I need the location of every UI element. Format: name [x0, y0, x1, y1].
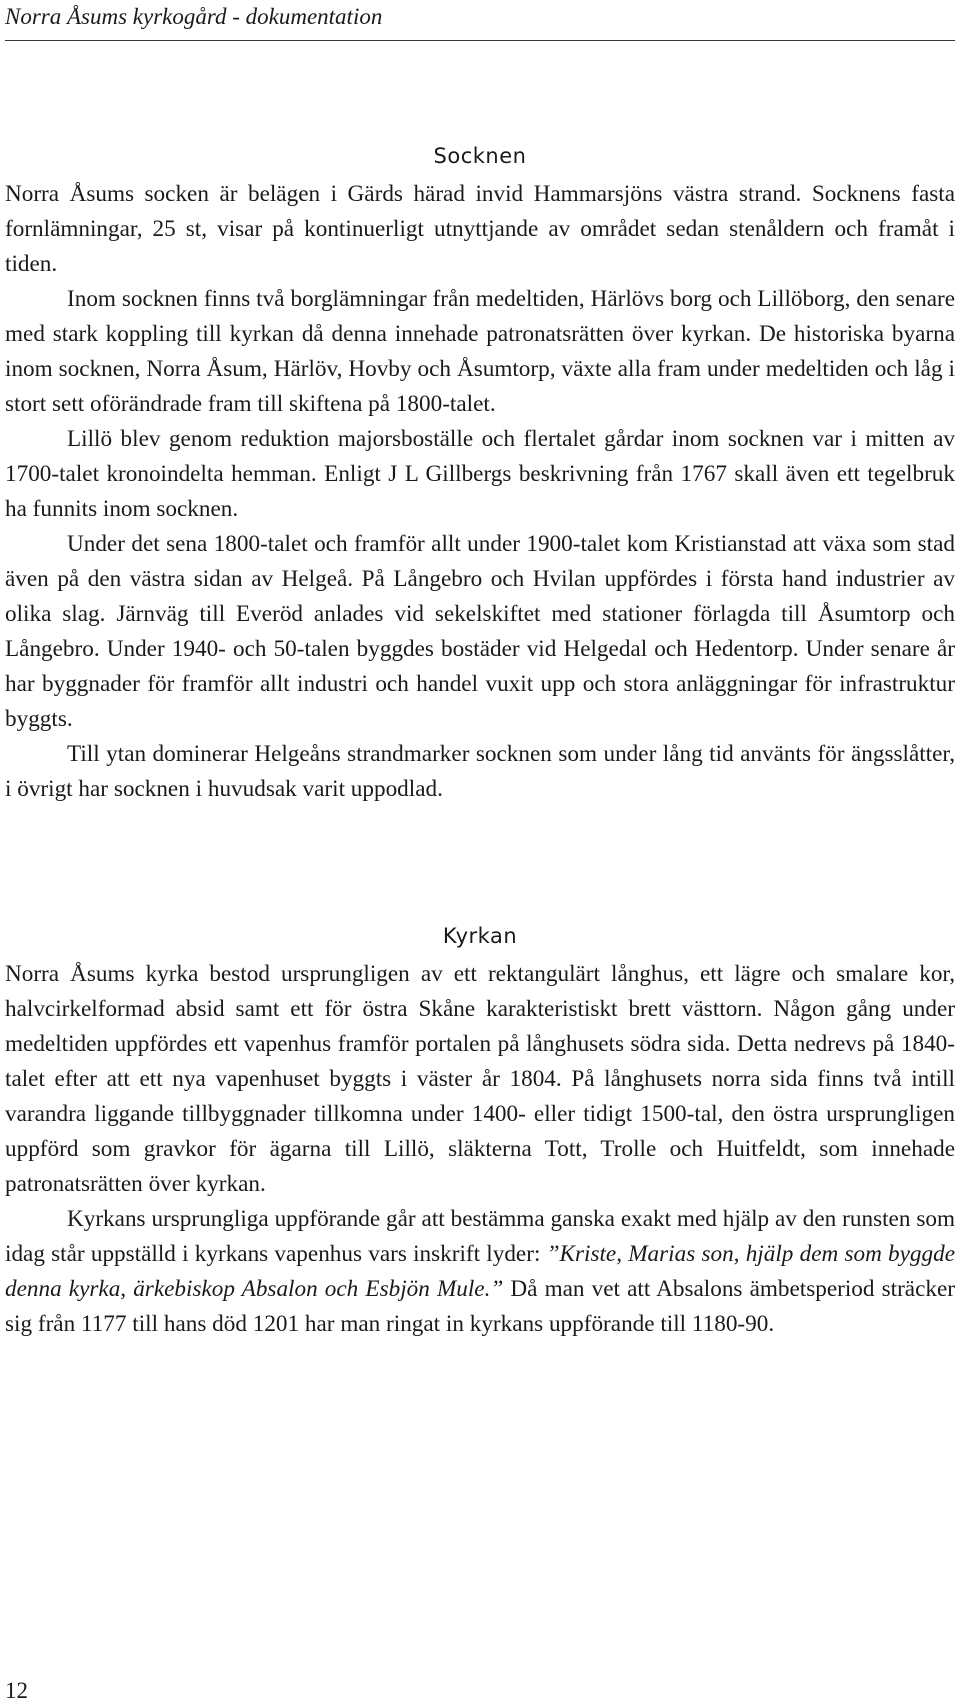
- paragraph: Till ytan dominerar Helgeåns strandmarker socknen som under lång tid använts för ängsslåtter, i övrigt har socknen i huvudsak varit uppodlad.: [5, 741, 955, 802]
- paragraph-with-inscription: [5, 1202, 955, 1342]
- paragraph-tail: Då man vet att Absalons ämbetsperiod sträcker sig från 1177 till hans död 1201 har man ringat in kyrkans uppförande till 1180-90.: [5, 1276, 955, 1337]
- paragraph: Under det sena 1800-talet och framför allt under 1900-talet kom Kristianstad att växa som stad även på den västra sidan av Helgeå. På Långebro och Hvilan uppfördes i första hand industrier av olika slag. Järnväg till Everöd anlades vid sekelskiftet med stationer förlagda till Åsumtorp och Långebro. Under 1940- och 50-talen byggdes bostäder vid Helgedal och Hedentorp. Under senare år har byggnader för framför allt industri och handel vuxit upp och stora anläggningar för infrastruktur byggts.: [5, 531, 955, 732]
- section-kyrkan: [5, 921, 955, 1342]
- paragraph: Inom socknen finns två borglämningar från medeltiden, Härlövs borg och Lillöborg, den senare med stark koppling till kyrkan då denna innehade patronatsrätten över kyrkan. De historiska byarna inom socknen, Norra Åsum, Härlöv, Hovby och Åsumtorp, växte alla fram under medeltiden och låg i stort sett oförändrade fram till skiftena på 1800-talet.: [5, 286, 955, 417]
- section-heading-kyrkan: Kyrkan: [442, 924, 518, 948]
- page-number: 12: [5, 1678, 28, 1703]
- paragraph: Norra Åsums socken är belägen i Gärds härad invid Hammarsjöns västra strand. Socknens fasta fornlämningar, 25 st, visar på kontinuerligt utnyttjande av området sedan stenåldern och framåt i tiden.: [5, 181, 955, 277]
- paragraph: Lillö blev genom reduktion majorsboställe och flertalet gårdar inom socknen var i mitten av 1700-talet kronoindelta hemman. Enligt J L Gillbergs beskrivning från 1767 skall även ett tegelbruk ha funnits inom socknen.: [5, 426, 955, 522]
- paragraph-lead: Kyrkans ursprungliga uppförande går att bestämma ganska exakt med hjälp av den runsten som idag står uppställd i kyrkans vapenhus vars inskrift lyder:: [5, 1206, 955, 1267]
- running-header: [5, 0, 955, 41]
- section-socknen: [5, 141, 955, 807]
- paragraph: Norra Åsums kyrka bestod ursprungligen av ett rektangulärt långhus, ett lägre och smalare kor, halvcirkelformad absid samt ett för östra Skåne karakteristiskt brett västtorn. Någon gång under medeltiden uppfördes ett vapenhus framför portalen på långhusets södra sida. Detta nedrevs på 1840-talet efter att ett nya vapenhuset byggts i väster år 1804. På långhusets norra sida finns två intill varandra liggande tillbyggnader tillkomna under 1400- eller tidigt 1500-tal, den östra ursprungligen uppförd som gravkor för ägarna till Lillö, släkterna Tott, Trolle och Huitfeldt, som innehade patronatsrätten över kyrkan.: [5, 961, 955, 1197]
- section-heading-socknen: Socknen: [433, 144, 527, 168]
- runestone-inscription-quote: ”Kriste, Marias son, hjälp dem som byggde denna kyrka, ärkebiskop Absalon och Esbjön Mule.”: [5, 1241, 956, 1302]
- running-header-title: Norra Åsums kyrkogård - dokumentation: [5, 4, 383, 29]
